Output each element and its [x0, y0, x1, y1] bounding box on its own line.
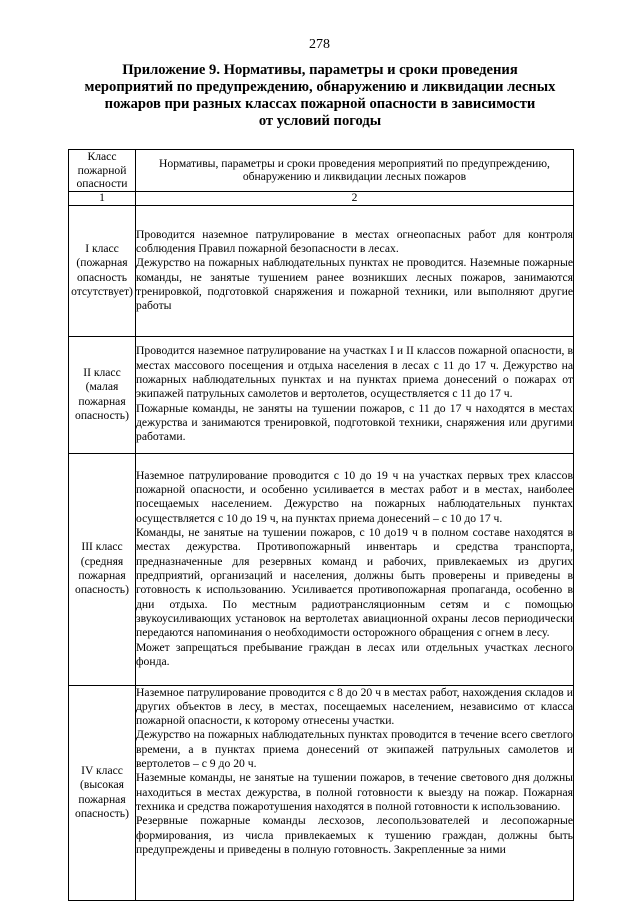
page-title	[60, 62, 580, 130]
norms-paragraph: Может запрещаться пребывание граждан в лесах или отдельных участках лесного фонда.	[136, 640, 573, 668]
table-header-row	[69, 150, 574, 192]
norms-paragraph: Наземные команды, не занятые на тушении пожаров, в течение светового дня должны находиться в местах дежурства, в полной готовности к выезду на пожар. Пожарная техника и средства пожаротушения находятся в полной готовности к использованию.	[136, 771, 573, 813]
norms-text-cell	[136, 453, 574, 685]
fire-class-cell: III класс (средняя пожарная опасность)	[69, 453, 136, 685]
title-line: пожаров при разных классах пожарной опасности в зависимости	[104, 96, 536, 112]
column-number: 1	[69, 191, 136, 205]
norms-paragraph: Наземное патрулирование проводится с 10 до 19 ч на участках первых трех классов пожарной опасности, и особенно усиливается в местах работ и в местах, наиболее посещаемых населением. Дежурство на пожарных наблюдательных пунктах осуществляется с 10 до 19 ч, на пунктах приема донесений – с 10 до 17 ч.	[136, 468, 573, 525]
title-line: мероприятий по предупреждению, обнаружению и ликвидации лесных	[84, 79, 556, 95]
header-norms-column: Нормативы, параметры и сроки проведения мероприятий по предупреждению, обнаружению и ликвидации лесных пожаров	[136, 150, 574, 192]
table-row	[69, 685, 574, 900]
norms-table	[68, 149, 574, 901]
fire-class-cell: II класс (малая пожарная опасность)	[69, 336, 136, 453]
norms-paragraph: Наземное патрулирование проводится с 8 до 20 ч в местах работ, нахождения складов и других объектов в лесу, в местах, посещаемых населением, независимо от класса пожарной опасности, к которому отнесены участки.	[136, 685, 573, 728]
norms-text-cell	[136, 336, 574, 453]
norms-paragraph: Дежурство на пожарных наблюдательных пунктах не проводится. Наземные пожарные команды, не занятые тушением ранее возникших лесных пожаров, занимаются тренировкой, подготовкой снаряжения и пожарной техники, или выполняют другие работы	[136, 256, 573, 313]
fire-class-cell: IV класс (высокая пожарная опасность)	[69, 685, 136, 900]
page-number: 278	[309, 37, 330, 52]
table-row	[69, 453, 574, 685]
column-number-row	[69, 191, 574, 205]
table-row	[69, 205, 574, 336]
table-row	[69, 336, 574, 453]
norms-paragraph: Резервные пожарные команды лесхозов, лесопользователей и лесопожарные формирования, из числа привлекаемых к тушению граждан, должны быть предупреждены и приведены в полную готовность. Закрепленные за ними	[136, 814, 573, 856]
column-number: 2	[136, 191, 574, 205]
norms-text-cell	[136, 685, 574, 900]
norms-paragraph: Пожарные команды, не заняты на тушении пожаров, с 11 до 17 ч находятся в местах дежурства и занимаются тренировкой, подготовкой техники, снаряжения или другими работами.	[136, 401, 573, 444]
fire-class-cell: I класс (пожарная опасность отсутствует)	[69, 205, 136, 336]
norms-paragraph: Команды, не занятые на тушении пожаров, с 10 до19 ч в полном составе находятся в местах дежурства. Противопожарный инвентарь и средства транспорта, предназначенные для резервных команд и рабочих, привлекаемых из других предприятий, организаций и населения, должны быть проверены и приведены в готовность к использованию. Усиливается противопожарная пропаганда, особенно в дни отдыха. По местным радиотрансляционным сетям и с помощью звукоусиливающих установок на вертолетах авиационной охраны лесов периодически передаются напоминания о необходимости осторожного обращения с огнем в лесу.	[136, 526, 573, 640]
header-class-column: Класс пожарной опасности	[69, 150, 136, 192]
norms-paragraph: Дежурство на пожарных наблюдательных пунктах проводится в течение всего светлого времени, а в пунктах приема донесений от экипажей патрульных самолетов и вертолетов – с 9 до 20 ч.	[136, 728, 573, 771]
norms-paragraph: Проводится наземное патрулирование на участках I и II классов пожарной опасности, в местах массового посещения и отдыха населения в лесах с 11 до 17 ч. Дежурство на пожарных наблюдательных пунктах и на пунктах приема донесений о пожарах от экипажей патрульных самолетов и вертолетов, осуществляется с 11 до 17 ч.	[136, 344, 573, 401]
norms-text-cell	[136, 205, 574, 336]
title-line: от условий погоды	[258, 113, 382, 129]
title-line: Приложение 9. Нормативы, параметры и сроки проведения	[122, 62, 518, 78]
norms-paragraph: Проводится наземное патрулирование в местах огнеопасных работ для контроля соблюдения Правил пожарной безопасности в лесах.	[136, 227, 573, 255]
